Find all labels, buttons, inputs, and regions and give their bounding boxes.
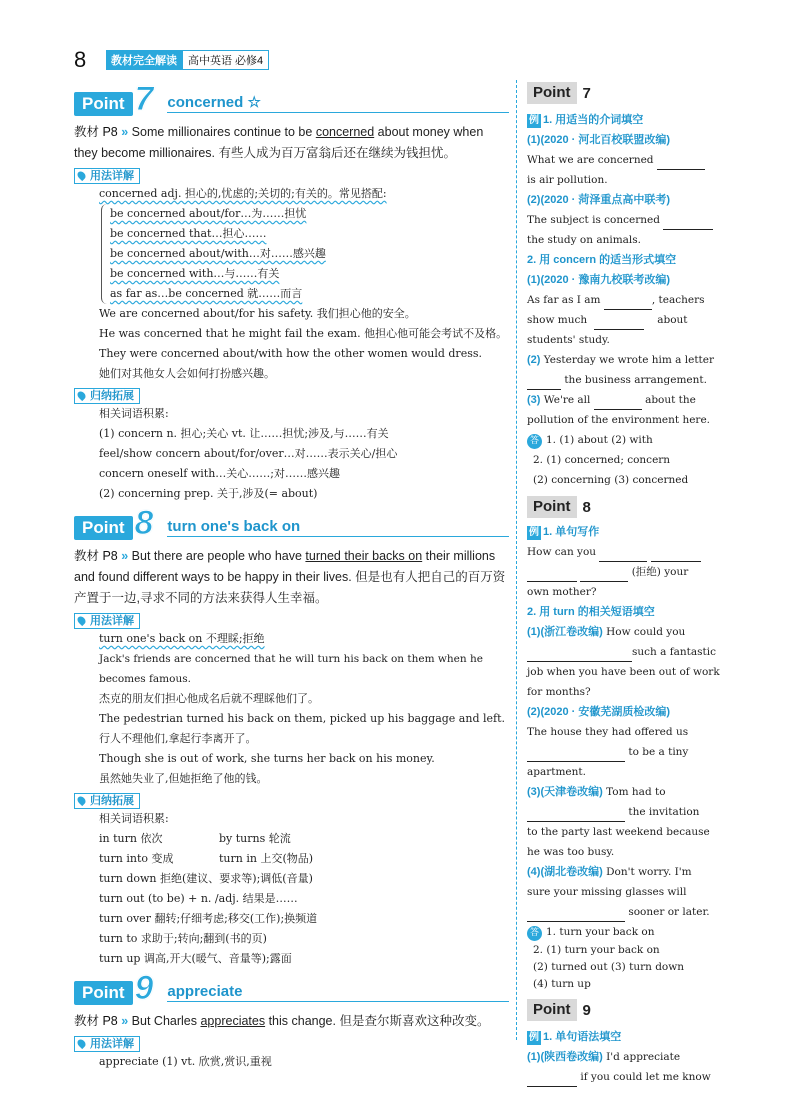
question-text: such a fantastic (632, 646, 716, 658)
exercise-section-title: 2. 用 turn 的相关短语填空 (527, 606, 655, 618)
expand-pair (99, 849, 509, 869)
question-text: We're all (540, 394, 591, 406)
page-number: 8 (74, 47, 87, 72)
exercise-heading (527, 82, 727, 104)
question-text: I'd appreciate (602, 1051, 681, 1063)
question-line (527, 622, 727, 642)
example-line: They were concerned about/with how the other women would dress. (99, 347, 482, 360)
main-column (74, 80, 509, 1072)
pin-icon (76, 1038, 87, 1049)
expand-tag-label: 归纳拓展 (90, 390, 134, 402)
question-line: he was too busy. (527, 846, 615, 858)
question-line (527, 350, 727, 370)
example-line: 她们对其他女人会如何打扮感兴趣。 (99, 367, 275, 380)
question-line: sure your missing glasses will (527, 886, 687, 898)
source-text: Some millionaires continue to be (128, 125, 316, 139)
question-text: the business arrangement. (561, 374, 707, 386)
example-icon: 例 (529, 115, 539, 126)
answer-blank[interactable] (527, 1086, 577, 1087)
question-line (527, 542, 727, 562)
question-text: about the (645, 394, 696, 406)
example-line: He was concerned that he might fail the exam. 他担心他可能会考试不及格。 (99, 327, 508, 340)
expand-line: (2) concerning prep. 关于,涉及(= about) (99, 487, 318, 500)
usage-line: concerned adj. 担心的,忧虑的;关切的;有关的。常见搭配: (99, 187, 387, 200)
exercise-point-7 (527, 82, 727, 490)
pin-icon (76, 615, 87, 626)
answer-text: 1. turn your back on (546, 926, 655, 938)
point-badge: Point (74, 516, 133, 540)
phrase-item: be concerned that…担心…… (110, 227, 267, 240)
phrase-item: be concerned with…与……有关 (110, 267, 280, 280)
phrase-item: be concerned about/with…对……感兴趣 (110, 247, 326, 260)
question-line (527, 902, 727, 922)
textbook-source (74, 1011, 509, 1032)
expand-body (74, 404, 509, 504)
answer-line: (2) concerning (3) concerned (533, 474, 689, 486)
source-text: about money when they become millionaires. 有些人成为百万富翁后还在继续为钱担忧。 (74, 125, 484, 160)
question-line: to the party last weekend because (527, 826, 710, 838)
question-line (527, 390, 727, 410)
point-number: 9 (134, 969, 154, 1007)
example-line: 行人不理他们,拿起行李离开了。 (99, 732, 257, 745)
exercise-badge: Point (527, 496, 577, 518)
expand-line: turn down 拒绝(建议、要求等);调低(音量) (99, 872, 313, 885)
section-title-text: 1. 用适当的介词填空 (543, 114, 644, 126)
question-text: Tom had to (602, 786, 666, 798)
source-keyword: concerned (315, 125, 375, 139)
exercise-heading (527, 999, 727, 1021)
question-text: (拒绝) your (631, 566, 689, 578)
question-text: about (657, 314, 688, 326)
answer-line: 2. (1) concerned; concern (533, 454, 671, 466)
point-9-section (74, 969, 509, 1072)
source-tag: 教材 P8 (74, 1014, 118, 1028)
question-number: (2) (527, 354, 541, 366)
question-text: Yesterday we wrote him a letter (540, 354, 715, 366)
example-line: The pedestrian turned his back on them, picked up his baggage and left. (99, 712, 506, 725)
source-tag: 教材 P8 (74, 125, 118, 139)
source-text: this change. 但是查尔斯喜欢这种改变。 (265, 1014, 490, 1028)
point-9-heading (74, 969, 509, 1005)
answer-icon: 答 (527, 434, 542, 449)
exercise-badge: Point (527, 999, 577, 1021)
question-text: sooner or later. (628, 906, 710, 918)
answer-blank[interactable] (657, 169, 705, 170)
question-line (527, 1047, 727, 1067)
arrow-icon: » (121, 1014, 129, 1028)
question-line (527, 742, 727, 762)
point-title: turn one's back on (167, 518, 509, 537)
expand-line: feel/show concern about/for/over…对……表示关心/担心 (99, 447, 398, 460)
example-line: 杰克的朋友们担心他成名后就不理睬他们了。 (99, 692, 319, 705)
answer-text: 1. (1) about (2) with (546, 434, 653, 446)
exercise-section-title (527, 110, 727, 130)
question-text: the invitation (628, 806, 700, 818)
expand-line: turn to 求助于;转向;翻到(书的页) (99, 932, 267, 945)
pin-icon (76, 390, 87, 401)
question-line: for months? (527, 686, 591, 698)
example-line: Jack's friends are concerned that he will turn his back on them when he becomes famous. (99, 653, 483, 685)
usage-tag (74, 168, 140, 184)
usage-line: appreciate (1) vt. 欣赏,赏识,重视 (99, 1055, 272, 1068)
question-text: What we are concerned (527, 154, 654, 166)
question-line: students' study. (527, 334, 610, 346)
point-number: 7 (134, 80, 154, 118)
arrow-icon: » (121, 549, 129, 563)
point-7-heading (74, 80, 509, 116)
exercise-point-8 (527, 496, 727, 993)
textbook-source (74, 546, 509, 609)
source-tag: 教材 P8 (74, 549, 118, 563)
question-line (527, 310, 727, 330)
question-source: (2)(2020 · 菏泽重点高中联考) (527, 194, 671, 206)
source-text: their millions and found different ways to be happy in their lives. 但是也有人把自己的百万资产置于一边,寻求不同的方法来获得人生幸福。 (74, 549, 506, 605)
point-title: concerned ☆ (167, 93, 509, 113)
expand-term: in turn 依次 (99, 832, 163, 845)
answer-line: (2) turned out (3) turn down (533, 961, 684, 973)
question-line (527, 782, 727, 802)
usage-tag (74, 1036, 140, 1052)
expand-body (74, 809, 509, 969)
question-line: job when you have been out of work (527, 666, 720, 678)
usage-tag-label: 用法详解 (90, 170, 134, 182)
phrase-item: be concerned about/for…为……担忧 (110, 207, 307, 220)
usage-body (74, 1052, 509, 1072)
question-line: is air pollution. (527, 174, 608, 186)
example-icon: 例 (529, 1032, 539, 1043)
point-8-heading (74, 504, 509, 540)
question-source: (3)(天津卷改编) (527, 786, 603, 798)
expand-line: turn over 翻转;仔细考虑;移交(工作);换频道 (99, 912, 318, 925)
pin-icon (76, 170, 87, 181)
example-line: 虽然她失业了,但她拒绝了他的钱。 (99, 772, 268, 785)
phrase-item: as far as…be concerned 就……而言 (110, 287, 303, 300)
question-line: own mother? (527, 586, 597, 598)
usage-tag-label: 用法详解 (90, 1038, 134, 1050)
usage-line: turn one's back on 不理睬;拒绝 (99, 632, 265, 645)
exercise-section-title (527, 1027, 727, 1047)
question-text: to be a tiny (628, 746, 689, 758)
question-line (527, 370, 727, 390)
question-line (527, 802, 727, 822)
expand-line: 相关词语积累: (99, 812, 169, 825)
point-title: appreciate (167, 983, 509, 1002)
expand-line: (1) concern n. 担心;关心 vt. 让……担忧;涉及,与……有关 (99, 427, 389, 440)
exercise-number: 8 (582, 498, 591, 516)
question-line (527, 150, 727, 170)
answer-icon: 答 (527, 926, 542, 941)
example-line: We are concerned about/for his safety. 我们担心他的安全。 (99, 307, 416, 320)
question-source: (1)(陕西卷改编) (527, 1051, 603, 1063)
question-number: (3) (527, 394, 541, 406)
source-keyword: appreciates (200, 1014, 266, 1028)
usage-body (74, 184, 509, 384)
source-text: But there are people who have (128, 549, 306, 563)
answer-blank[interactable] (663, 229, 713, 230)
page-header (74, 47, 269, 72)
question-text: if you could let me know (577, 1071, 711, 1083)
point-badge: Point (74, 92, 133, 116)
exercise-badge: Point (527, 82, 577, 104)
textbook-source (74, 122, 509, 164)
exercise-heading (527, 496, 727, 518)
expand-term: by turns 轮流 (219, 832, 291, 845)
question-line (527, 1067, 727, 1087)
example-line: Though she is out of work, she turns her back on his money. (99, 752, 435, 765)
question-line (527, 210, 727, 230)
point-badge: Point (74, 981, 133, 1005)
expand-pair (99, 829, 509, 849)
answer-line (527, 430, 727, 450)
arrow-icon: » (121, 125, 129, 139)
source-keyword: turned their backs on (305, 549, 423, 563)
point-8-section (74, 504, 509, 969)
exercise-section-title: 2. 用 concern 的适当形式填空 (527, 254, 677, 266)
exercise-section-title (527, 522, 727, 542)
usage-tag-label: 用法详解 (90, 615, 134, 627)
answer-line: 2. (1) turn your back on (533, 944, 660, 956)
question-source: (1)(2020 · 豫南九校联考改编) (527, 274, 671, 286)
pin-icon (76, 795, 87, 806)
question-source: (1)(浙江卷改编) (527, 626, 603, 638)
question-line: pollution of the environment here. (527, 414, 711, 426)
expand-line: turn up 调高,开大(暖气、音量等);露面 (99, 952, 292, 965)
expand-tag (74, 793, 140, 809)
question-line: The house they had offered us (527, 726, 689, 738)
question-text: How could you (602, 626, 686, 638)
question-text: show much (527, 314, 588, 326)
section-title-text: 1. 单句语法填空 (543, 1031, 622, 1043)
question-line: apartment. (527, 766, 586, 778)
expand-tag (74, 388, 140, 404)
answer-line (527, 922, 727, 942)
example-icon: 例 (529, 527, 539, 538)
expand-term: turn in 上交(物品) (219, 852, 314, 865)
exercise-number: 7 (582, 84, 591, 102)
question-line (527, 642, 727, 662)
book-subtitle: 高中英语 必修4 (182, 50, 269, 70)
question-source: (1)(2020 · 河北百校联盟改编) (527, 134, 671, 146)
question-text: The subject is concerned (527, 214, 660, 226)
exercise-number: 9 (582, 1001, 591, 1019)
phrase-group (101, 204, 509, 304)
point-7-section (74, 80, 509, 504)
source-text: But Charles (128, 1014, 201, 1028)
question-line (527, 562, 727, 582)
usage-tag (74, 613, 140, 629)
expand-line: turn out (to be) + n. /adj. 结果是…… (99, 892, 298, 905)
column-divider (516, 80, 517, 1040)
question-line (527, 290, 727, 310)
question-line (527, 862, 727, 882)
expand-term: turn into 变成 (99, 852, 174, 865)
usage-body (74, 629, 509, 789)
expand-tag-label: 归纳拓展 (90, 795, 134, 807)
exercise-column (527, 82, 727, 1087)
expand-line: 相关词语积累: (99, 407, 169, 420)
question-text: Don't worry. I'm (602, 866, 692, 878)
point-number: 8 (134, 504, 154, 542)
answer-line: (4) turn up (533, 978, 591, 990)
question-text: , teachers (651, 294, 705, 306)
question-line: the study on animals. (527, 234, 641, 246)
question-text: How can you (527, 546, 597, 558)
exercise-point-9 (527, 999, 727, 1087)
section-title-text: 1. 单句写作 (543, 526, 600, 538)
question-text: As far as I am (527, 294, 601, 306)
question-source: (2)(2020 · 安徽芜湖质检改编) (527, 706, 671, 718)
expand-line: concern oneself with…关心……;对……感兴趣 (99, 467, 340, 480)
book-title-badge: 教材完全解读 (106, 50, 182, 70)
question-source: (4)(湖北卷改编) (527, 866, 603, 878)
